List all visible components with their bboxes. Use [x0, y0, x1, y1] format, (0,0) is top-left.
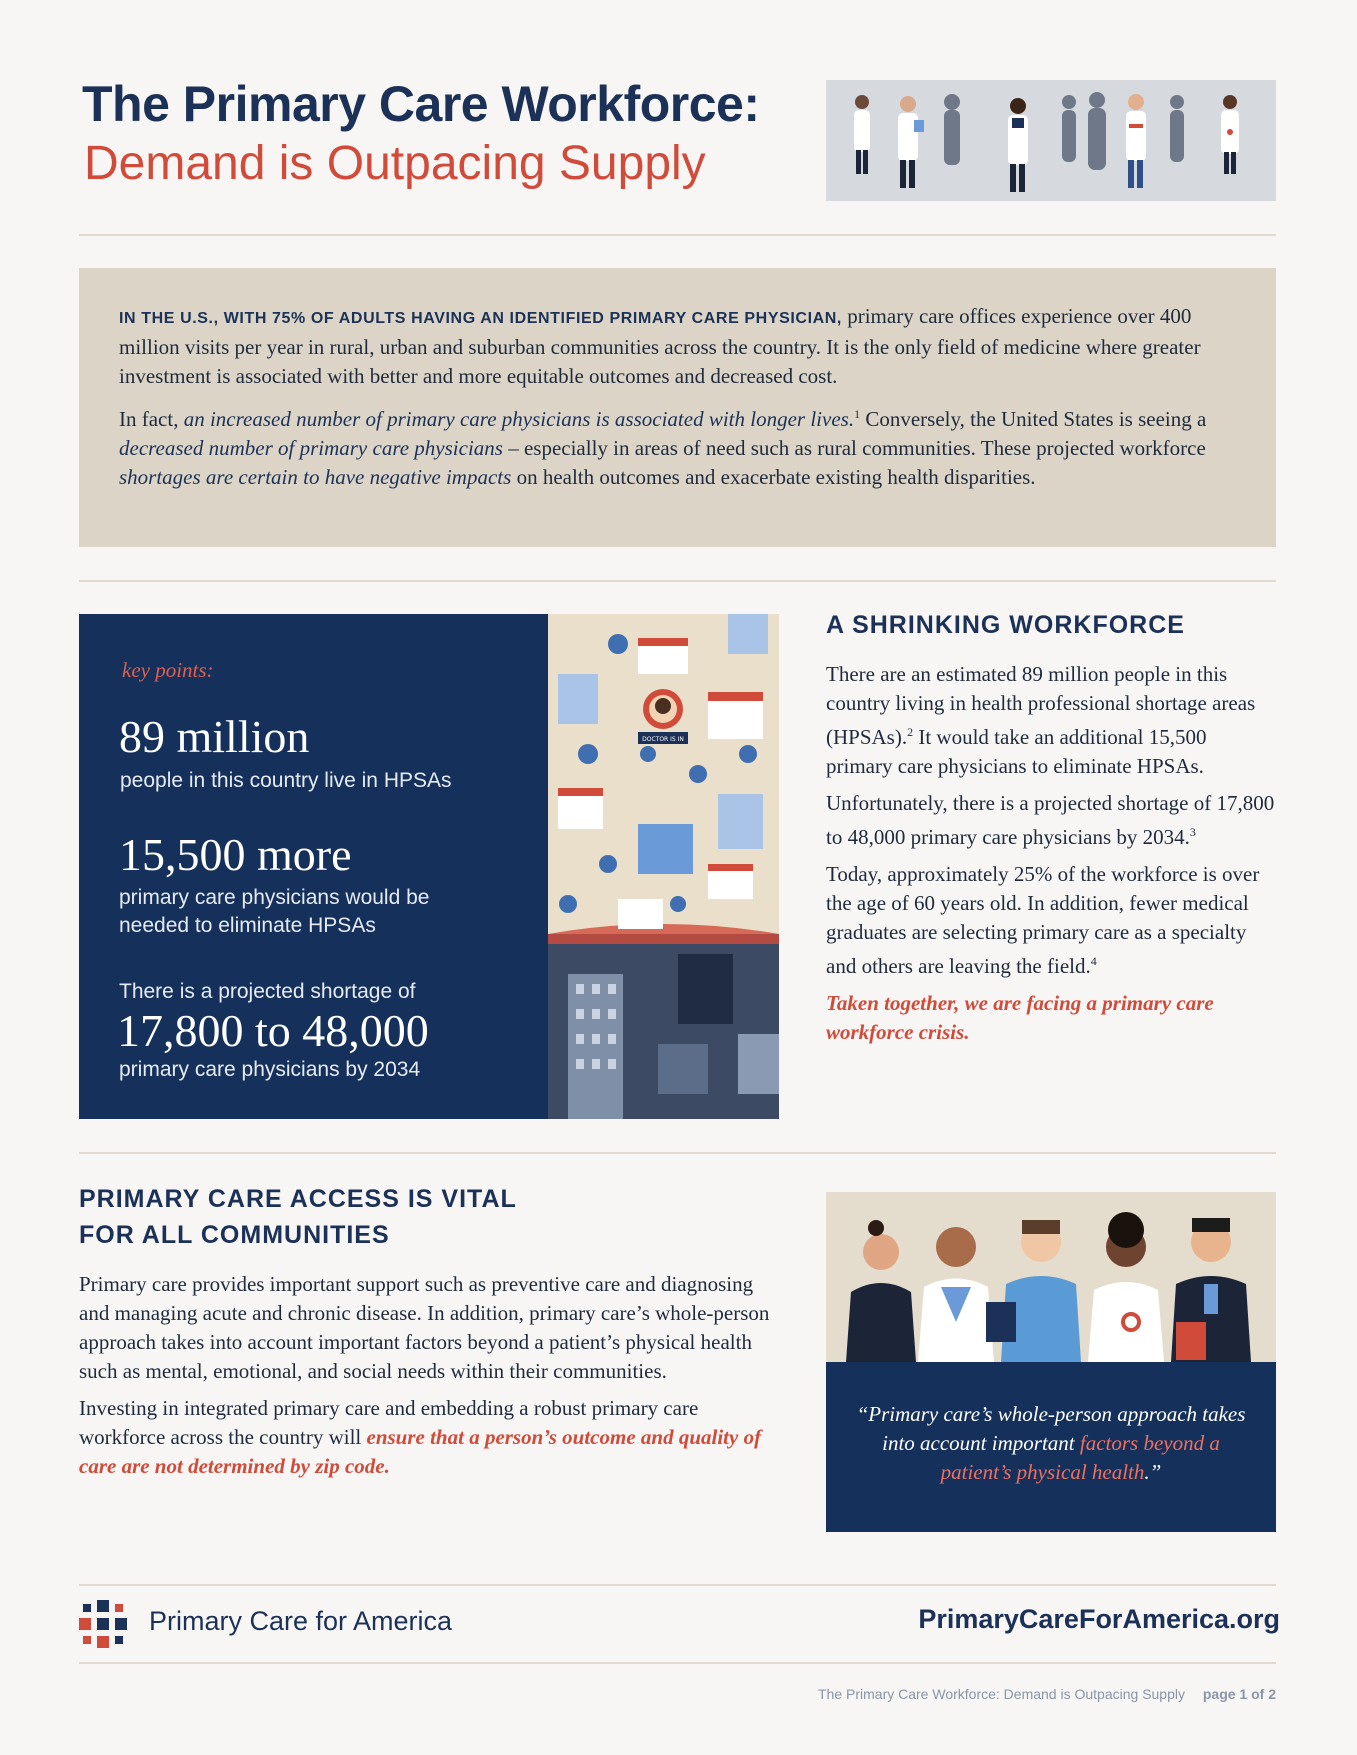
text: There are an estimated 89 million people in this country living in health professional shortage areas (HPSAs).	[826, 662, 1256, 749]
stat-shortage-range: 17,800 to 48,000	[117, 1005, 429, 1056]
zip-code-emphasis: ensure that a person’s outcome and quality of care are not determined by zip code.	[79, 1425, 762, 1478]
text: .”	[1144, 1460, 1162, 1484]
quote-highlight: factors beyond a patient’s physical health	[940, 1431, 1220, 1484]
divider	[79, 234, 1276, 236]
stat-89-million-desc: people in this country live in HPSAs	[120, 769, 452, 792]
doctor-sign: DOCTOR IS IN	[642, 736, 684, 743]
text: In fact,	[119, 407, 184, 431]
emphasis-shortages: shortages are certain to have negative impacts	[119, 465, 512, 489]
intro-paragraph-1: primary care offices experience over 400 million visits per year in rural, urban and suburban communities across the country. It is the only field of medicine where greater investment is associated with better and more equitable outcomes and decreased cost.	[119, 304, 1201, 388]
divider	[79, 580, 1276, 582]
page-subtitle: Demand is Outpacing Supply	[84, 137, 706, 190]
text: Conversely, the United States is seeing a	[860, 407, 1207, 431]
text: – especially in areas of need such as rural communities. These projected workforce	[502, 436, 1206, 460]
access-heading-line1: PRIMARY CARE ACCESS IS VITAL	[79, 1185, 517, 1213]
text: Unfortunately, there is a projected shortage of 17,800 to 48,000 primary care physicians by 2034.	[826, 791, 1275, 849]
access-body	[79, 1270, 779, 1489]
pull-quote	[846, 1400, 1256, 1487]
footnote-ref: 4	[1090, 954, 1097, 968]
crisis-emphasis: Taken together, we are facing a primary care workforce crisis.	[826, 991, 1214, 1044]
footnote-ref: 2	[907, 725, 914, 739]
key-points-label: key points:	[122, 658, 214, 682]
care-team-illustration	[826, 1192, 1276, 1362]
emphasis-longer-lives: an increased number of primary care physicians is associated with longer lives.	[183, 407, 855, 431]
intro-text	[119, 302, 1239, 501]
access-heading-line2: FOR ALL COMMUNITIES	[79, 1221, 390, 1249]
footnote-ref: 1	[854, 407, 861, 421]
page-number: page 1 of 2	[1202, 1686, 1276, 1702]
text: “Primary care’s whole-person approach takes into account important	[856, 1402, 1246, 1455]
city-illustration	[548, 614, 779, 1119]
org-website-link[interactable]: PrimaryCareForAmerica.org	[918, 1604, 1280, 1634]
stat-15500-desc-1: primary care physicians would be	[119, 886, 430, 909]
stat-89-million: 89 million	[119, 711, 310, 762]
stat-shortage-desc: primary care physicians by 2034	[119, 1058, 421, 1081]
text: It would take an additional 15,500 primary care physicians to eliminate HPSAs.	[826, 725, 1207, 778]
page-title: The Primary Care Workforce:	[82, 76, 760, 132]
emphasis-decreased: decreased number of primary care physicians	[119, 436, 503, 460]
primary-care-for-america-logo	[79, 1600, 127, 1648]
intro-lead: IN THE U.S., WITH 75% OF ADULTS HAVING AN IDENTIFIED PRIMARY CARE PHYSICIAN,	[119, 310, 842, 327]
divider	[79, 1662, 1276, 1664]
footnote-ref: 3	[1189, 825, 1196, 839]
text: Investing in integrated primary care and embedding a robust primary care workforce across the country will	[79, 1396, 699, 1449]
org-name: Primary Care for America	[149, 1606, 453, 1636]
access-paragraph-1: Primary care provides important support such as preventive care and diagnosing and managing acute and chronic disease. In addition, primary care’s whole-person approach takes into account important factors beyond a patient’s physical health such as mental, emotional, and social needs within their communities.	[79, 1272, 770, 1383]
stat-15500: 15,500 more	[119, 829, 352, 880]
text: on health outcomes and exacerbate existing health disparities.	[511, 465, 1036, 489]
text: Today, approximately 25% of the workforce is over the age of 60 years old. In addition, fewer medical graduates are selecting primary care as a specialty and others are leaving the field.	[826, 862, 1260, 978]
divider	[79, 1152, 1276, 1154]
stat-shortage-pre: There is a projected shortage of	[119, 980, 416, 1003]
footer-doc-title: The Primary Care Workforce: Demand is Outpacing Supply	[818, 1686, 1185, 1702]
shrinking-workforce-body	[826, 660, 1276, 1055]
shrinking-workforce-heading: A SHRINKING WORKFORCE	[826, 611, 1185, 639]
divider	[79, 1584, 1276, 1586]
doctors-illustration	[826, 80, 1276, 201]
stat-15500-desc-2: needed to eliminate HPSAs	[119, 914, 376, 937]
